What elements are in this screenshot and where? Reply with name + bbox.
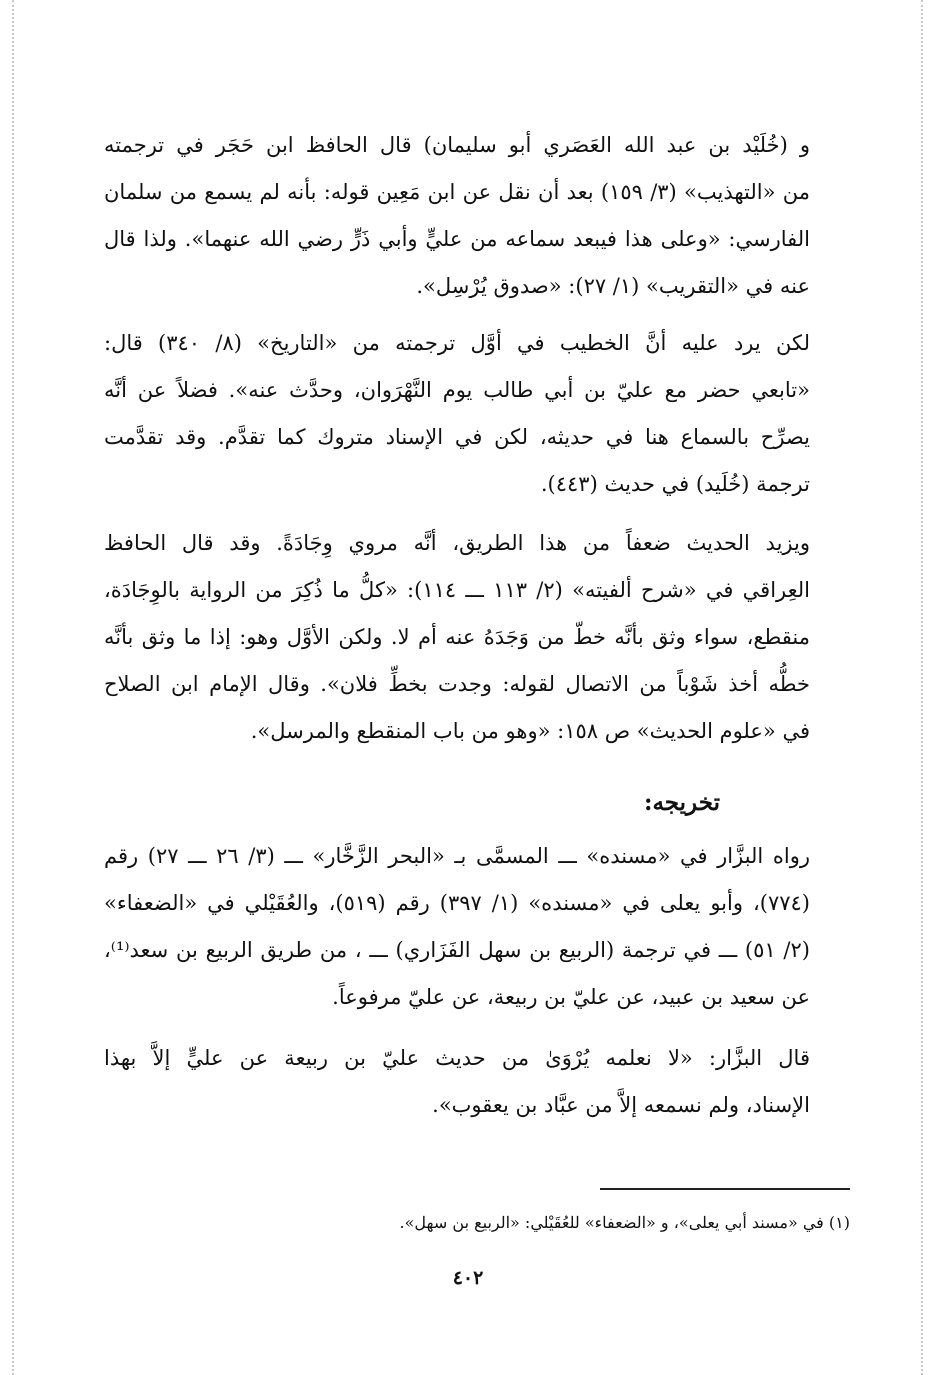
scan-edge-right bbox=[921, 0, 925, 1375]
paragraph-khatib-objection bbox=[104, 320, 810, 508]
text-line: رواه البزَّار في «مسنده» ـــ المسمَّى بـ «البحر الزَّخَّار» ـــ (٣/ ٢٦ ـــ ٢٧) رقم bbox=[104, 844, 810, 868]
paragraph-bazzar-comment bbox=[104, 1035, 810, 1129]
text-line: الفارسي: «وعلى هذا فيبعد سماعه من عليٍّ وأبي ذَرٍّ رضي الله عنهما». ولذا قال bbox=[104, 227, 810, 251]
text-line: يصرِّح بالسماع هنا في حديثه، لكن في الإسناد متروك كما تقدَّم. وقد تقدَّمت bbox=[104, 425, 810, 449]
page-number: ٤٠٢ bbox=[452, 1267, 484, 1289]
footnote-separator bbox=[600, 1188, 850, 1190]
text-line: منقطع، سواء وثق بأنَّه خطّ من وَجَدَهُ عنه أم لا. ولكن الأوَّل وهو: إذا ما وثق بأنَّه bbox=[104, 625, 810, 649]
text-line: الإسناد، ولم نسمعه إلاَّ من عبَّاد بن يعقوب». bbox=[432, 1093, 810, 1117]
paragraph-takhrij-sources bbox=[104, 833, 810, 1021]
scan-edge-left bbox=[12, 0, 16, 1375]
section-heading-takhrij: تخريجه: bbox=[643, 789, 720, 816]
text-line: في «علوم الحديث» ص ١٥٨: «وهو من باب المنقطع والمرسل». bbox=[250, 719, 810, 743]
text-line: (٢/ ٥١) ـــ في ترجمة (الربيع بن سهل الفَزَاري) ـــ ، من طريق الربيع بن سعد⁽¹⁾، bbox=[104, 938, 810, 962]
text-line: ترجمة (خُلَيد) في حديث (٤٤٣). bbox=[540, 472, 810, 496]
text-line: من «التهذيب» (٣/ ١٥٩) بعد أن نقل عن ابن مَعِين قوله: بأنه لم يسمع من سلمان bbox=[104, 180, 810, 204]
text-line: و (خُلَيْد بن عبد الله العَصَري أبو سليمان) قال الحافظ ابن حَجَر في ترجمته bbox=[104, 133, 810, 157]
text-line: عنه في «التقريب» (١/ ٢٧): «صدوق يُرْسِل». bbox=[416, 274, 810, 298]
paragraph-khulayd-biography bbox=[104, 122, 810, 310]
text-line: عن سعيد بن عبيد، عن عليّ بن ربيعة، عن عليّ مرفوعاً. bbox=[332, 985, 810, 1009]
paragraph-wijada bbox=[104, 520, 810, 755]
text-line: خطُّه أخذ شَوْباً من الاتصال لقوله: وجدت بخطِّ فلان». وقال الإمام ابن الصلاح bbox=[104, 672, 810, 696]
text-line: قال البزَّار: «لا نعلمه يُرْوَىٰ من حديث عليّ بن ربيعة عن عليٍّ إلاَّ بهذا bbox=[104, 1046, 810, 1070]
text-line: العِراقي في «شرح ألفيته» (٢/ ١١٣ ـــ ١١٤): «كلُّ ما ذُكِرَ من الرواية بالوِجَادَة، bbox=[104, 578, 810, 602]
text-line: لكن يرد عليه أنَّ الخطيب في أوَّل ترجمته من «التاريخ» (٨/ ٣٤٠) قال: bbox=[104, 331, 810, 355]
text-line: ويزيد الحديث ضعفاً من هذا الطريق، أنَّه مروي وِجَادَةً. وقد قال الحافظ bbox=[104, 531, 810, 555]
footnote: (١) في «مسند أبي يعلى»، و «الضعفاء» للعُقَيْلي: «الربيع بن سهل». bbox=[399, 1213, 850, 1232]
text-line: «تابعي حضر مع عليّ بن أبي طالب يوم النَّهْرَوان، وحدَّث عنه». فضلاً عن أنَّه bbox=[104, 378, 810, 402]
text-line: (٧٧٤)، وأبو يعلى في «مسنده» (١/ ٣٩٧) رقم (٥١٩)، والعُقَيْلي في «الضعفاء» bbox=[104, 891, 810, 915]
